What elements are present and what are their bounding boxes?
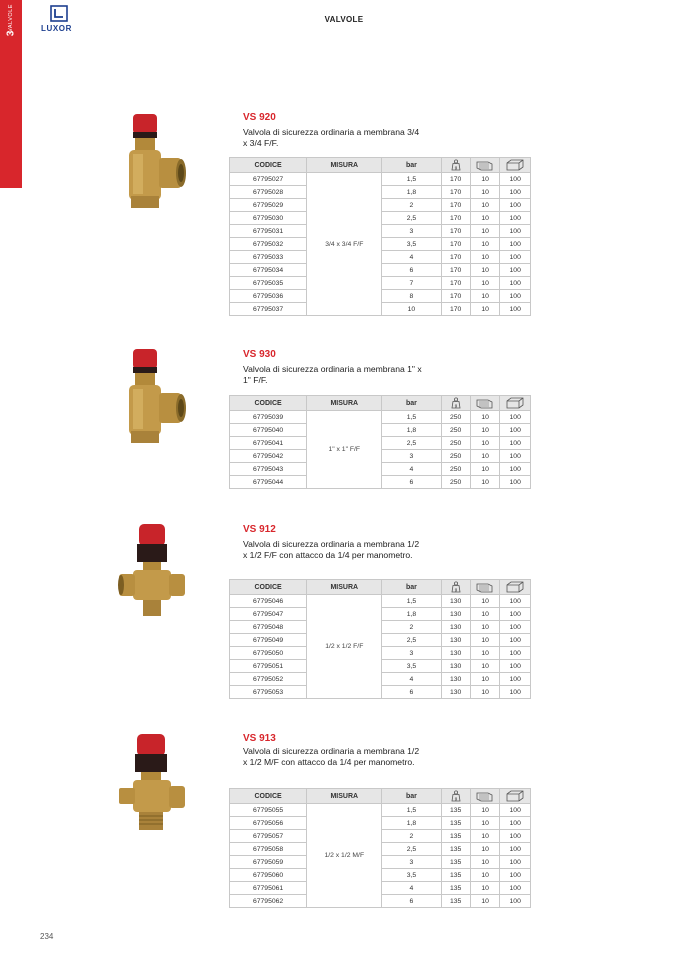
cell-weight: 135 (441, 843, 470, 856)
cell-codice: 67795041 (230, 437, 307, 450)
cell-codice: 67795037 (230, 303, 307, 316)
cell-weight: 250 (441, 450, 470, 463)
cell-weight: 170 (441, 264, 470, 277)
cell-weight: 170 (441, 303, 470, 316)
cell-weight: 130 (441, 621, 470, 634)
cell-codice: 67795050 (230, 647, 307, 660)
header-weight (441, 396, 470, 411)
cell-box: 100 (500, 595, 531, 608)
svg-text:g: g (454, 586, 457, 592)
chapter-number: 3 (5, 30, 17, 37)
cell-bar: 3 (382, 856, 441, 869)
cell-bar: 10 (382, 303, 441, 316)
cell-box: 100 (500, 804, 531, 817)
header-weight (441, 580, 470, 595)
cell-bar: 4 (382, 673, 441, 686)
box-icon (506, 159, 524, 171)
header-bar: bar (382, 789, 441, 804)
cell-weight: 170 (441, 212, 470, 225)
header-box (500, 580, 531, 595)
package-icon (476, 790, 494, 802)
cell-package: 10 (470, 621, 500, 634)
cell-weight: 130 (441, 634, 470, 647)
cell-weight: 170 (441, 290, 470, 303)
cell-box: 100 (500, 634, 531, 647)
cell-weight: 170 (441, 225, 470, 238)
cell-bar: 4 (382, 463, 441, 476)
logo-mark-icon (50, 5, 68, 22)
cell-codice: 67795062 (230, 895, 307, 908)
cell-box: 100 (500, 647, 531, 660)
cell-box: 100 (500, 199, 531, 212)
cell-package: 10 (470, 804, 500, 817)
svg-text:g: g (454, 795, 457, 801)
cell-weight: 250 (441, 476, 470, 489)
cell-box: 100 (500, 843, 531, 856)
cell-weight: 250 (441, 463, 470, 476)
cell-misura: 1/2 x 1/2 M/F (307, 804, 382, 908)
box-icon (506, 397, 524, 409)
cell-bar: 3 (382, 450, 441, 463)
cell-codice: 67795051 (230, 660, 307, 673)
cell-codice: 67795033 (230, 251, 307, 264)
cell-package: 10 (470, 608, 500, 621)
cell-weight: 170 (441, 173, 470, 186)
cell-codice: 67795034 (230, 264, 307, 277)
cell-box: 100 (500, 882, 531, 895)
cell-codice: 67795044 (230, 476, 307, 489)
header-package (470, 789, 500, 804)
cell-box: 100 (500, 277, 531, 290)
cell-bar: 1,8 (382, 424, 441, 437)
cell-weight: 170 (441, 186, 470, 199)
header-bar: bar (382, 158, 441, 173)
cell-box: 100 (500, 463, 531, 476)
cell-codice: 67795031 (230, 225, 307, 238)
cell-weight: 135 (441, 830, 470, 843)
cell-codice: 67795049 (230, 634, 307, 647)
cell-box: 100 (500, 173, 531, 186)
table-header (230, 580, 531, 595)
cell-codice: 67795052 (230, 673, 307, 686)
table-header (230, 158, 531, 173)
cell-weight: 130 (441, 647, 470, 660)
product-title: VS 920 (243, 112, 276, 123)
cell-weight: 170 (441, 199, 470, 212)
package-icon (476, 581, 494, 593)
header-codice: CODICE (230, 789, 307, 804)
cell-box: 100 (500, 869, 531, 882)
product-image (115, 732, 191, 836)
cell-package: 10 (470, 817, 500, 830)
cell-box: 100 (500, 212, 531, 225)
svg-text:g: g (454, 402, 457, 408)
table-row (230, 595, 531, 608)
cell-bar: 3,5 (382, 238, 441, 251)
cell-codice: 67795060 (230, 869, 307, 882)
header-package (470, 396, 500, 411)
product-image (115, 345, 191, 449)
header-misura: MISURA (307, 158, 382, 173)
cell-weight: 250 (441, 411, 470, 424)
cell-bar: 1,8 (382, 186, 441, 199)
cell-package: 10 (470, 212, 500, 225)
package-icon (476, 159, 494, 171)
cell-codice: 67795059 (230, 856, 307, 869)
cell-package: 10 (470, 895, 500, 908)
cell-codice: 67795042 (230, 450, 307, 463)
page-header: VALVOLE (324, 15, 364, 24)
header-package (470, 158, 500, 173)
header-weight (441, 789, 470, 804)
weight-icon (451, 397, 461, 409)
cell-package: 10 (470, 411, 500, 424)
cell-package: 10 (470, 660, 500, 673)
cell-package: 10 (470, 882, 500, 895)
cell-bar: 1,5 (382, 173, 441, 186)
spec-table (229, 579, 531, 699)
cell-codice: 67795055 (230, 804, 307, 817)
cell-weight: 135 (441, 869, 470, 882)
header-box (500, 789, 531, 804)
table-row (230, 804, 531, 817)
cell-bar: 4 (382, 882, 441, 895)
cell-package: 10 (470, 199, 500, 212)
cell-bar: 3,5 (382, 660, 441, 673)
cell-weight: 170 (441, 238, 470, 251)
cell-bar: 6 (382, 264, 441, 277)
cell-bar: 7 (382, 277, 441, 290)
cell-bar: 2,5 (382, 843, 441, 856)
header-weight (441, 158, 470, 173)
cell-misura: 1/2 x 1/2 F/F (307, 595, 382, 699)
cell-bar: 3 (382, 225, 441, 238)
cell-box: 100 (500, 673, 531, 686)
cell-package: 10 (470, 238, 500, 251)
cell-codice: 67795035 (230, 277, 307, 290)
cell-codice: 67795058 (230, 843, 307, 856)
spec-table (229, 157, 531, 316)
cell-weight: 130 (441, 673, 470, 686)
cell-box: 100 (500, 608, 531, 621)
header-bar: bar (382, 580, 441, 595)
cell-bar: 2 (382, 830, 441, 843)
table-row (230, 173, 531, 186)
cell-package: 10 (470, 277, 500, 290)
cell-weight: 135 (441, 817, 470, 830)
cell-bar: 2 (382, 621, 441, 634)
cell-weight: 170 (441, 251, 470, 264)
chapter-label: VALVOLE (8, 4, 14, 32)
product-description: Valvola di sicurezza ordinaria a membrana 1/2 x 1/2 F/F con attacco da 1/4 per manometro. (243, 539, 420, 560)
cell-package: 10 (470, 463, 500, 476)
cell-codice: 67795048 (230, 621, 307, 634)
header-codice: CODICE (230, 396, 307, 411)
cell-package: 10 (470, 450, 500, 463)
box-icon (506, 581, 524, 593)
cell-codice: 67795057 (230, 830, 307, 843)
cell-package: 10 (470, 843, 500, 856)
cell-codice: 67795027 (230, 173, 307, 186)
box-icon (506, 790, 524, 802)
header-box (500, 158, 531, 173)
cell-bar: 1,5 (382, 804, 441, 817)
cell-box: 100 (500, 264, 531, 277)
cell-box: 100 (500, 238, 531, 251)
cell-bar: 2,5 (382, 634, 441, 647)
cell-bar: 6 (382, 895, 441, 908)
cell-box: 100 (500, 895, 531, 908)
table-row (230, 411, 531, 424)
cell-package: 10 (470, 686, 500, 699)
brand-logo (41, 5, 81, 37)
product-image (115, 522, 191, 626)
cell-package: 10 (470, 225, 500, 238)
weight-icon (451, 159, 461, 171)
header-box (500, 396, 531, 411)
cell-box: 100 (500, 186, 531, 199)
cell-misura: 3/4 x 3/4 F/F (307, 173, 382, 316)
cell-box: 100 (500, 830, 531, 843)
table-header (230, 789, 531, 804)
cell-codice: 67795032 (230, 238, 307, 251)
cell-bar: 3,5 (382, 869, 441, 882)
cell-bar: 1,5 (382, 595, 441, 608)
cell-weight: 170 (441, 277, 470, 290)
cell-codice: 67795056 (230, 817, 307, 830)
cell-bar: 6 (382, 476, 441, 489)
cell-weight: 130 (441, 608, 470, 621)
cell-package: 10 (470, 186, 500, 199)
product-description: Valvola di sicurezza ordinaria a membrana 1" x 1" F/F. (243, 364, 422, 385)
cell-weight: 135 (441, 856, 470, 869)
product-image (115, 110, 191, 214)
cell-weight: 250 (441, 437, 470, 450)
cell-weight: 135 (441, 882, 470, 895)
chapter-tab (0, 0, 22, 188)
product-title: VS 912 (243, 524, 276, 535)
cell-bar: 4 (382, 251, 441, 264)
cell-package: 10 (470, 303, 500, 316)
cell-codice: 67795040 (230, 424, 307, 437)
cell-bar: 2,5 (382, 437, 441, 450)
cell-package: 10 (470, 251, 500, 264)
cell-bar: 2,5 (382, 212, 441, 225)
page-number: 234 (40, 932, 54, 941)
cell-box: 100 (500, 303, 531, 316)
cell-box: 100 (500, 290, 531, 303)
cell-codice: 67795047 (230, 608, 307, 621)
product-title: VS 913 (243, 733, 276, 744)
cell-codice: 67795028 (230, 186, 307, 199)
cell-weight: 130 (441, 686, 470, 699)
cell-box: 100 (500, 817, 531, 830)
cell-box: 100 (500, 856, 531, 869)
cell-codice: 67795029 (230, 199, 307, 212)
cell-bar: 1,8 (382, 817, 441, 830)
cell-package: 10 (470, 595, 500, 608)
brand-name: LUXOR (41, 24, 72, 33)
product-title: VS 930 (243, 349, 276, 360)
cell-codice: 67795061 (230, 882, 307, 895)
header-misura: MISURA (307, 396, 382, 411)
cell-weight: 250 (441, 424, 470, 437)
cell-package: 10 (470, 830, 500, 843)
product-description: Valvola di sicurezza ordinaria a membrana 1/2 x 1/2 M/F con attacco da 1/4 per manometro. (243, 746, 420, 767)
weight-icon (451, 790, 461, 802)
cell-bar: 8 (382, 290, 441, 303)
header-misura: MISURA (307, 580, 382, 595)
cell-package: 10 (470, 634, 500, 647)
cell-weight: 135 (441, 895, 470, 908)
cell-box: 100 (500, 621, 531, 634)
cell-codice: 67795043 (230, 463, 307, 476)
header-codice: CODICE (230, 158, 307, 173)
cell-package: 10 (470, 869, 500, 882)
cell-package: 10 (470, 647, 500, 660)
cell-box: 100 (500, 450, 531, 463)
cell-weight: 130 (441, 595, 470, 608)
cell-bar: 6 (382, 686, 441, 699)
cell-codice: 67795046 (230, 595, 307, 608)
cell-bar: 3 (382, 647, 441, 660)
cell-codice: 67795036 (230, 290, 307, 303)
cell-misura: 1" x 1" F/F (307, 411, 382, 489)
product-description: Valvola di sicurezza ordinaria a membrana 3/4 x 3/4 F/F. (243, 127, 420, 148)
cell-box: 100 (500, 411, 531, 424)
cell-box: 100 (500, 476, 531, 489)
cell-package: 10 (470, 264, 500, 277)
table-header (230, 396, 531, 411)
cell-weight: 130 (441, 660, 470, 673)
cell-codice: 67795030 (230, 212, 307, 225)
cell-bar: 2 (382, 199, 441, 212)
svg-text:g: g (454, 164, 457, 170)
cell-box: 100 (500, 225, 531, 238)
header-misura: MISURA (307, 789, 382, 804)
cell-package: 10 (470, 424, 500, 437)
package-icon (476, 397, 494, 409)
cell-box: 100 (500, 437, 531, 450)
cell-box: 100 (500, 424, 531, 437)
cell-package: 10 (470, 476, 500, 489)
cell-package: 10 (470, 437, 500, 450)
spec-table (229, 395, 531, 489)
cell-box: 100 (500, 686, 531, 699)
cell-package: 10 (470, 290, 500, 303)
cell-codice: 67795039 (230, 411, 307, 424)
header-package (470, 580, 500, 595)
cell-box: 100 (500, 660, 531, 673)
spec-table (229, 788, 531, 908)
cell-codice: 67795053 (230, 686, 307, 699)
cell-package: 10 (470, 673, 500, 686)
cell-bar: 1,5 (382, 411, 441, 424)
header-codice: CODICE (230, 580, 307, 595)
cell-package: 10 (470, 173, 500, 186)
cell-weight: 135 (441, 804, 470, 817)
cell-package: 10 (470, 856, 500, 869)
cell-box: 100 (500, 251, 531, 264)
cell-bar: 1,8 (382, 608, 441, 621)
weight-icon (451, 581, 461, 593)
header-bar: bar (382, 396, 441, 411)
